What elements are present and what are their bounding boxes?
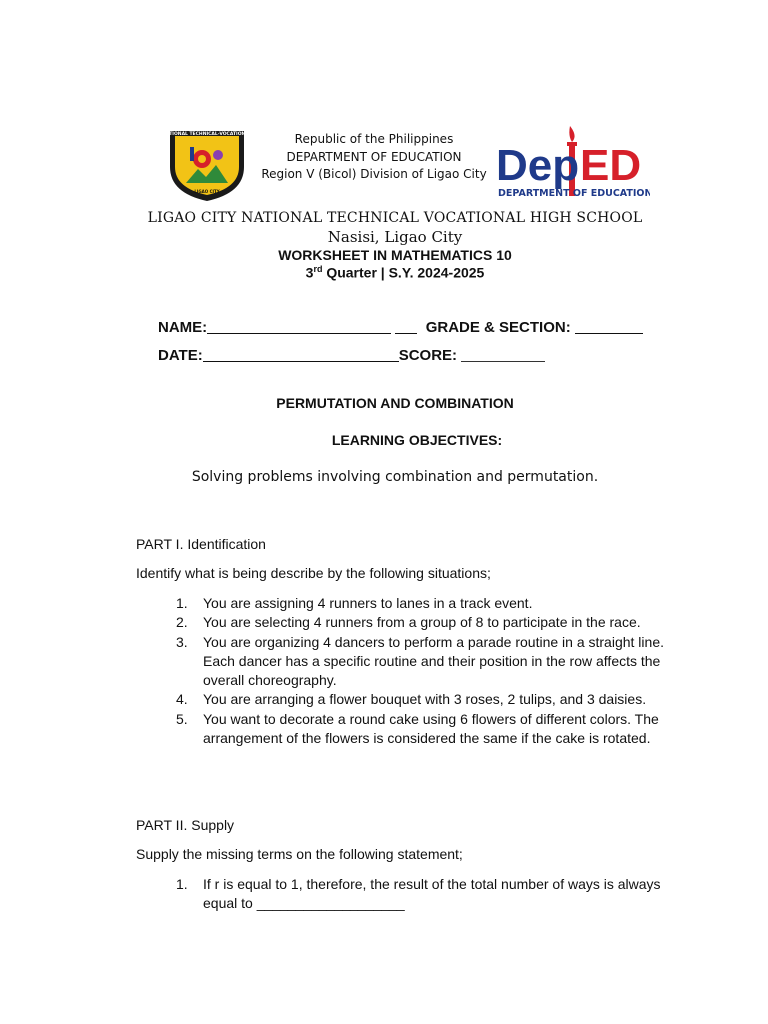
score-blank[interactable] [461,347,545,362]
item-number: 1. [176,876,188,892]
part2-question-list [176,875,696,914]
deped-logo [494,124,650,202]
gov-line-republic: Republic of the Philippines [294,132,454,146]
date-label: DATE: [158,347,203,364]
part2-instruction: Supply the missing terms on the following statement; [136,846,463,862]
government-header [258,131,490,184]
worksheet-quarter [0,264,768,281]
school-location: Nasisi, Ligao City [327,228,463,246]
part1-instruction: Identify what is being describe by the following situations; [136,565,491,581]
part1-question-list [176,594,696,748]
item-number: 4. [176,691,188,708]
list-item [176,710,696,749]
deped-subtitle: DEPARTMENT OF EDUCATION [498,188,650,199]
date-score-row [158,347,545,364]
quarter-suffix: rd [313,264,323,274]
quarter-rest: Quarter | S.Y. 2024-2025 [322,264,485,281]
list-item [176,633,696,691]
deped-word-right: ED [580,141,642,190]
item-text: You are arranging a flower bouquet with 3 roses, 2 tulips, and 3 daisies. [203,691,647,708]
item-text: You are assigning 4 runners to lanes in a track event. [203,595,533,611]
name-blank-extra[interactable] [395,319,417,334]
item-text: You want to decorate a round cake using 6 flowers of different colors. The arrangement of the flowers is considered the same if the cake is rotated. [203,710,659,747]
list-item [176,875,696,914]
quarter-number: 3 [305,264,314,281]
name-blank[interactable] [207,319,391,334]
item-number: 2. [176,614,188,631]
name-grade-row [158,319,643,336]
grade-section-label: GRADE & SECTION: [425,319,571,336]
item-text: You are selecting 4 runners from a group of 8 to participate in the race. [203,614,641,631]
objective-text: Solving problems involving combination and permutation. [191,469,599,485]
score-label: SCORE: [398,347,458,364]
seal-top-text: NATIONAL TECHNICAL-VOCATIONAL [166,132,248,137]
seal-bottom-text: LIGAO CITY [194,189,220,194]
worksheet-title: WORKSHEET IN MATHEMATICS 10 [278,247,512,263]
school-seal-logo [166,127,248,203]
deped-word-left: Dep [496,141,580,190]
gov-line-region: Region V (Bicol) Division of Ligao City [261,167,487,181]
gov-line-department: DEPARTMENT OF EDUCATION [286,149,462,164]
list-item [176,594,696,613]
item-text: If r is equal to 1, therefore, the result of the total number of ways is always equal to ___________________ [203,876,661,912]
part2-heading: PART II. Supply [136,817,235,833]
item-text: You are organizing 4 dancers to perform a parade routine in a straight line. Each dancer has a specific routine and their position in the row affects the overall choreography. [203,633,664,689]
grade-section-blank[interactable] [575,319,643,334]
item-number: 1. [176,595,188,611]
school-name: LIGAO CITY NATIONAL TECHNICAL VOCATIONAL HIGH SCHOOL [147,210,643,226]
item-number: 3. [176,633,188,650]
date-blank[interactable] [203,347,399,362]
list-item [176,613,696,632]
part1-heading: PART I. Identification [136,536,266,552]
name-label: NAME: [158,319,208,336]
list-item [176,690,696,709]
objectives-heading: LEARNING OBJECTIVES: [331,432,503,448]
item-number: 5. [176,710,188,727]
topic-title: PERMUTATION AND COMBINATION [276,395,514,411]
